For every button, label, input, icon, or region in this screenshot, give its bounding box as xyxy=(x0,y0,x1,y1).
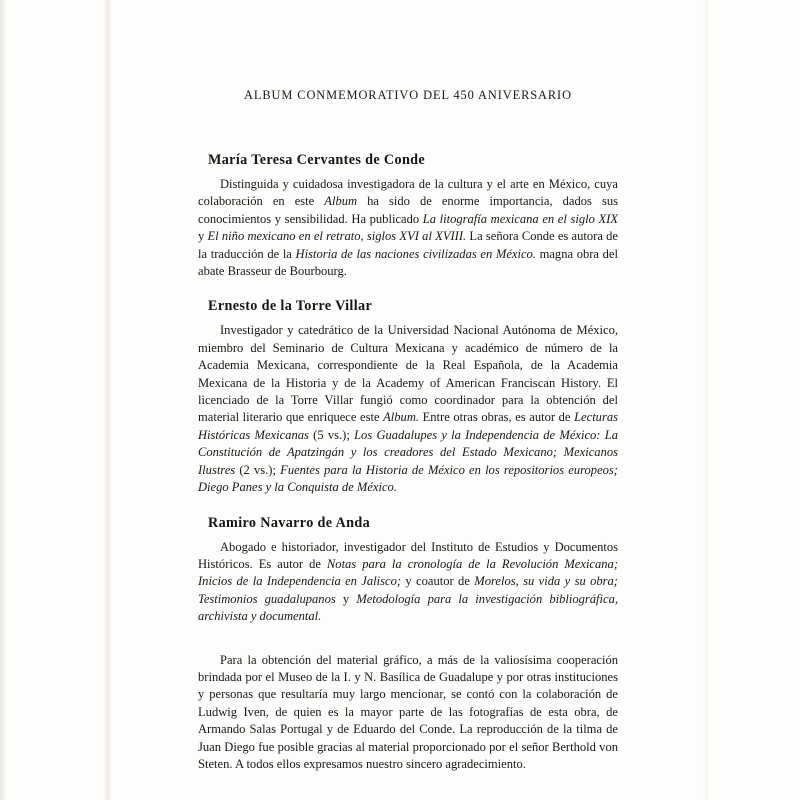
page-right-trim-edge xyxy=(703,0,709,800)
text-run: y coautor de xyxy=(401,574,475,589)
italic-title-run: El niño mexicano en el retrato, siglos XVI al XVIII. xyxy=(207,229,467,244)
text-run: Distinguida y cuidadosa investigadora de la cultura y el arte en México, cuya colaboración en este xyxy=(198,177,618,209)
sections-container xyxy=(198,152,618,773)
italic-title-run: Lecturas Históricas Mexicanas xyxy=(198,410,618,442)
acknowledgements-paragraph xyxy=(198,652,618,774)
text-run: y xyxy=(198,229,208,244)
section-maria-teresa-cervantes-de-conde xyxy=(198,152,618,280)
section-heading: Ramiro Navarro de Anda xyxy=(208,514,371,531)
text-run: (5 vs.); xyxy=(308,427,355,442)
italic-title-run: Los Guadalupes y la Independencia de México: La Constitución de Apatzingán y los creadores del Estado Mexicano; Mexicanos Ilustres xyxy=(198,427,618,477)
section-paragraph xyxy=(198,539,618,626)
italic-title-run: Historia de las naciones civilizadas en México. xyxy=(295,246,536,261)
section-paragraph xyxy=(198,176,618,280)
running-head: ALBUM CONMEMORATIVO DEL 450 ANIVERSARIO xyxy=(244,88,572,102)
text-run: La señora Conde es autora de la traducción de la xyxy=(198,229,618,261)
italic-title-run: Album xyxy=(324,194,358,209)
text-run: Abogado e historiador, investigador del Instituto de Estudios y Documentos Históricos. Es autor de xyxy=(198,539,618,571)
scan-left-edge xyxy=(0,0,5,800)
text-run: ha sido de enorme importancia, dados sus conocimientos y sensibilidad. Ha publicado xyxy=(198,194,618,226)
italic-title-run: Morelos, su vida y su obra; Testimonios guadalupanos xyxy=(198,574,618,606)
text-run: Investigador y catedrático de la Universidad Nacional Autónoma de México, miembro del Seminario de Cultura Mexicana y académico de número de la Academia Mexicana, correspondiente de la Real Española, de la Academia Mexicana de la Historia y de la Academy of American Franciscan History. El licenciado de la Torre Villar fungió como coordinador para la obtención del material literario que enriquece este xyxy=(198,323,618,425)
text-run: (2 vs.); xyxy=(235,462,281,477)
text-run: Para la obtención del material gráfico, a más de la valiosísima cooperación brindada por el Museo de la I. y N. Basílica de Guadalupe y por otras instituciones y personas que resultaría muy largo mencionar, se contó con la colaboración de Ludwig Iven, de quien es la mayor parte de las fotografías de esta obra, de Armando Salas Portugal y de Eduardo del Conde. La reproducción de la tilma de Juan Diego fue posible gracias al material proporcionado por el señor Berthold von Steten. A todos ellos expresamos nuestro sincero agradecimiento. xyxy=(198,652,618,771)
italic-title-run: La litografía mexicana en el siglo XIX xyxy=(422,211,618,226)
section-ramiro-navarro-de-anda xyxy=(198,515,618,626)
book-gutter-shadow xyxy=(104,0,113,800)
italic-title-run: Album. xyxy=(383,410,420,425)
text-run: Entre otras obras, es autor de xyxy=(419,410,575,425)
italic-title-run: Fuentes para la Historia de México en los repositorios europeos; Diego Panes y la Conquista de México. xyxy=(198,462,618,495)
italic-title-run: Notas para la cronología de la Revolución Mexicana; Inicios de la Independencia en Jalisco; xyxy=(198,556,619,589)
section-paragraph xyxy=(198,322,618,496)
section-heading: Ernesto de la Torre Villar xyxy=(208,298,373,315)
text-run: y xyxy=(335,591,357,606)
text-run: magna obra del abate Brasseur de Bourbourg. xyxy=(198,246,618,279)
section-ernesto-de-la-torre-villar xyxy=(198,298,618,496)
italic-title-run: Metodología para la investigación bibliográfica, archivista y documental. xyxy=(198,591,619,624)
section-heading: María Teresa Cervantes de Conde xyxy=(208,152,426,168)
